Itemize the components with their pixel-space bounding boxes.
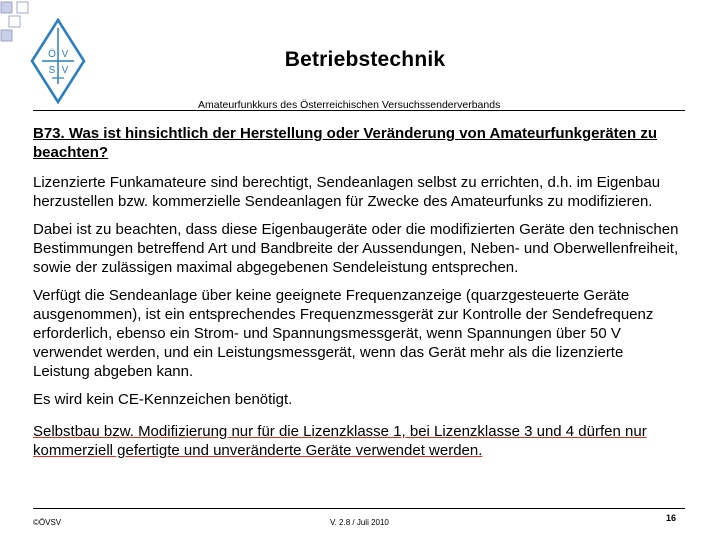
paragraph: Lizenzierte Funkamateure sind berechtigt, Sendeanlagen selbst zu errichten, d.h. im Eigenbau herzustellen bzw. kommerzielle Sendeanlagen für Zwecke des Amateurfunks zu modifizieren. [33, 174, 661, 210]
footer-divider [33, 508, 685, 509]
page-title: Betriebstechnik [284, 48, 446, 71]
page-number: 16 [666, 513, 677, 523]
footer-copyright: ©ÖVSV [33, 518, 62, 527]
paragraph: Dabei ist zu beachten, dass diese Eigenbaugeräte oder die modifizierten Geräte den technischen Bestimmungen betreffend Art und Bandbreite der Aussendungen, Neben- und Oberwellenfreiheit, sowie der zulässigen maximal abgegebenen Sendeleistung entsprechen. [33, 221, 679, 276]
svg-text:Ö: Ö [48, 49, 56, 60]
svg-text:V: V [61, 49, 69, 60]
footer-version: V. 2.8 / Juli 2010 [330, 518, 389, 527]
svg-text:V: V [61, 65, 69, 76]
slide-content [33, 124, 681, 460]
svg-text:S: S [48, 65, 56, 76]
page-subtitle: Amateurfunkkurs des Österreichischen Versuchssenderverbands [198, 99, 501, 111]
paragraph: Es wird kein CE-Kennzeichen benötigt. [33, 391, 293, 408]
oevsv-logo [30, 18, 86, 104]
license-note: Selbstbau bzw. Modifizierung nur für die Lizenzklasse 1, bei Lizenzklasse 3 und 4 dürfen nur kommerziell gefertigte und unveränderte Geräte verwendet werden. [33, 423, 647, 459]
paragraph: Verfügt die Sendeanlage über keine geeignete Frequenzanzeige (quarzgesteuerte Geräte ausgenommen), ist ein entsprechendes Frequenzmessgerät zur Kontrolle der Sendefrequenz erforderlich, ebenso ein Strom- und Spannungsmessgerät, wenn Spannungen über 50 V verwendet werden, und ein Leistungsmessgerät, wenn das Gerät mehr als die lizenzierte Leistung abgeben kann. [33, 287, 654, 380]
header-divider [33, 110, 685, 111]
question-heading: B73. Was ist hinsichtlich der Herstellung oder Veränderung von Amateurfunkgeräten zu beachten? [33, 125, 658, 161]
